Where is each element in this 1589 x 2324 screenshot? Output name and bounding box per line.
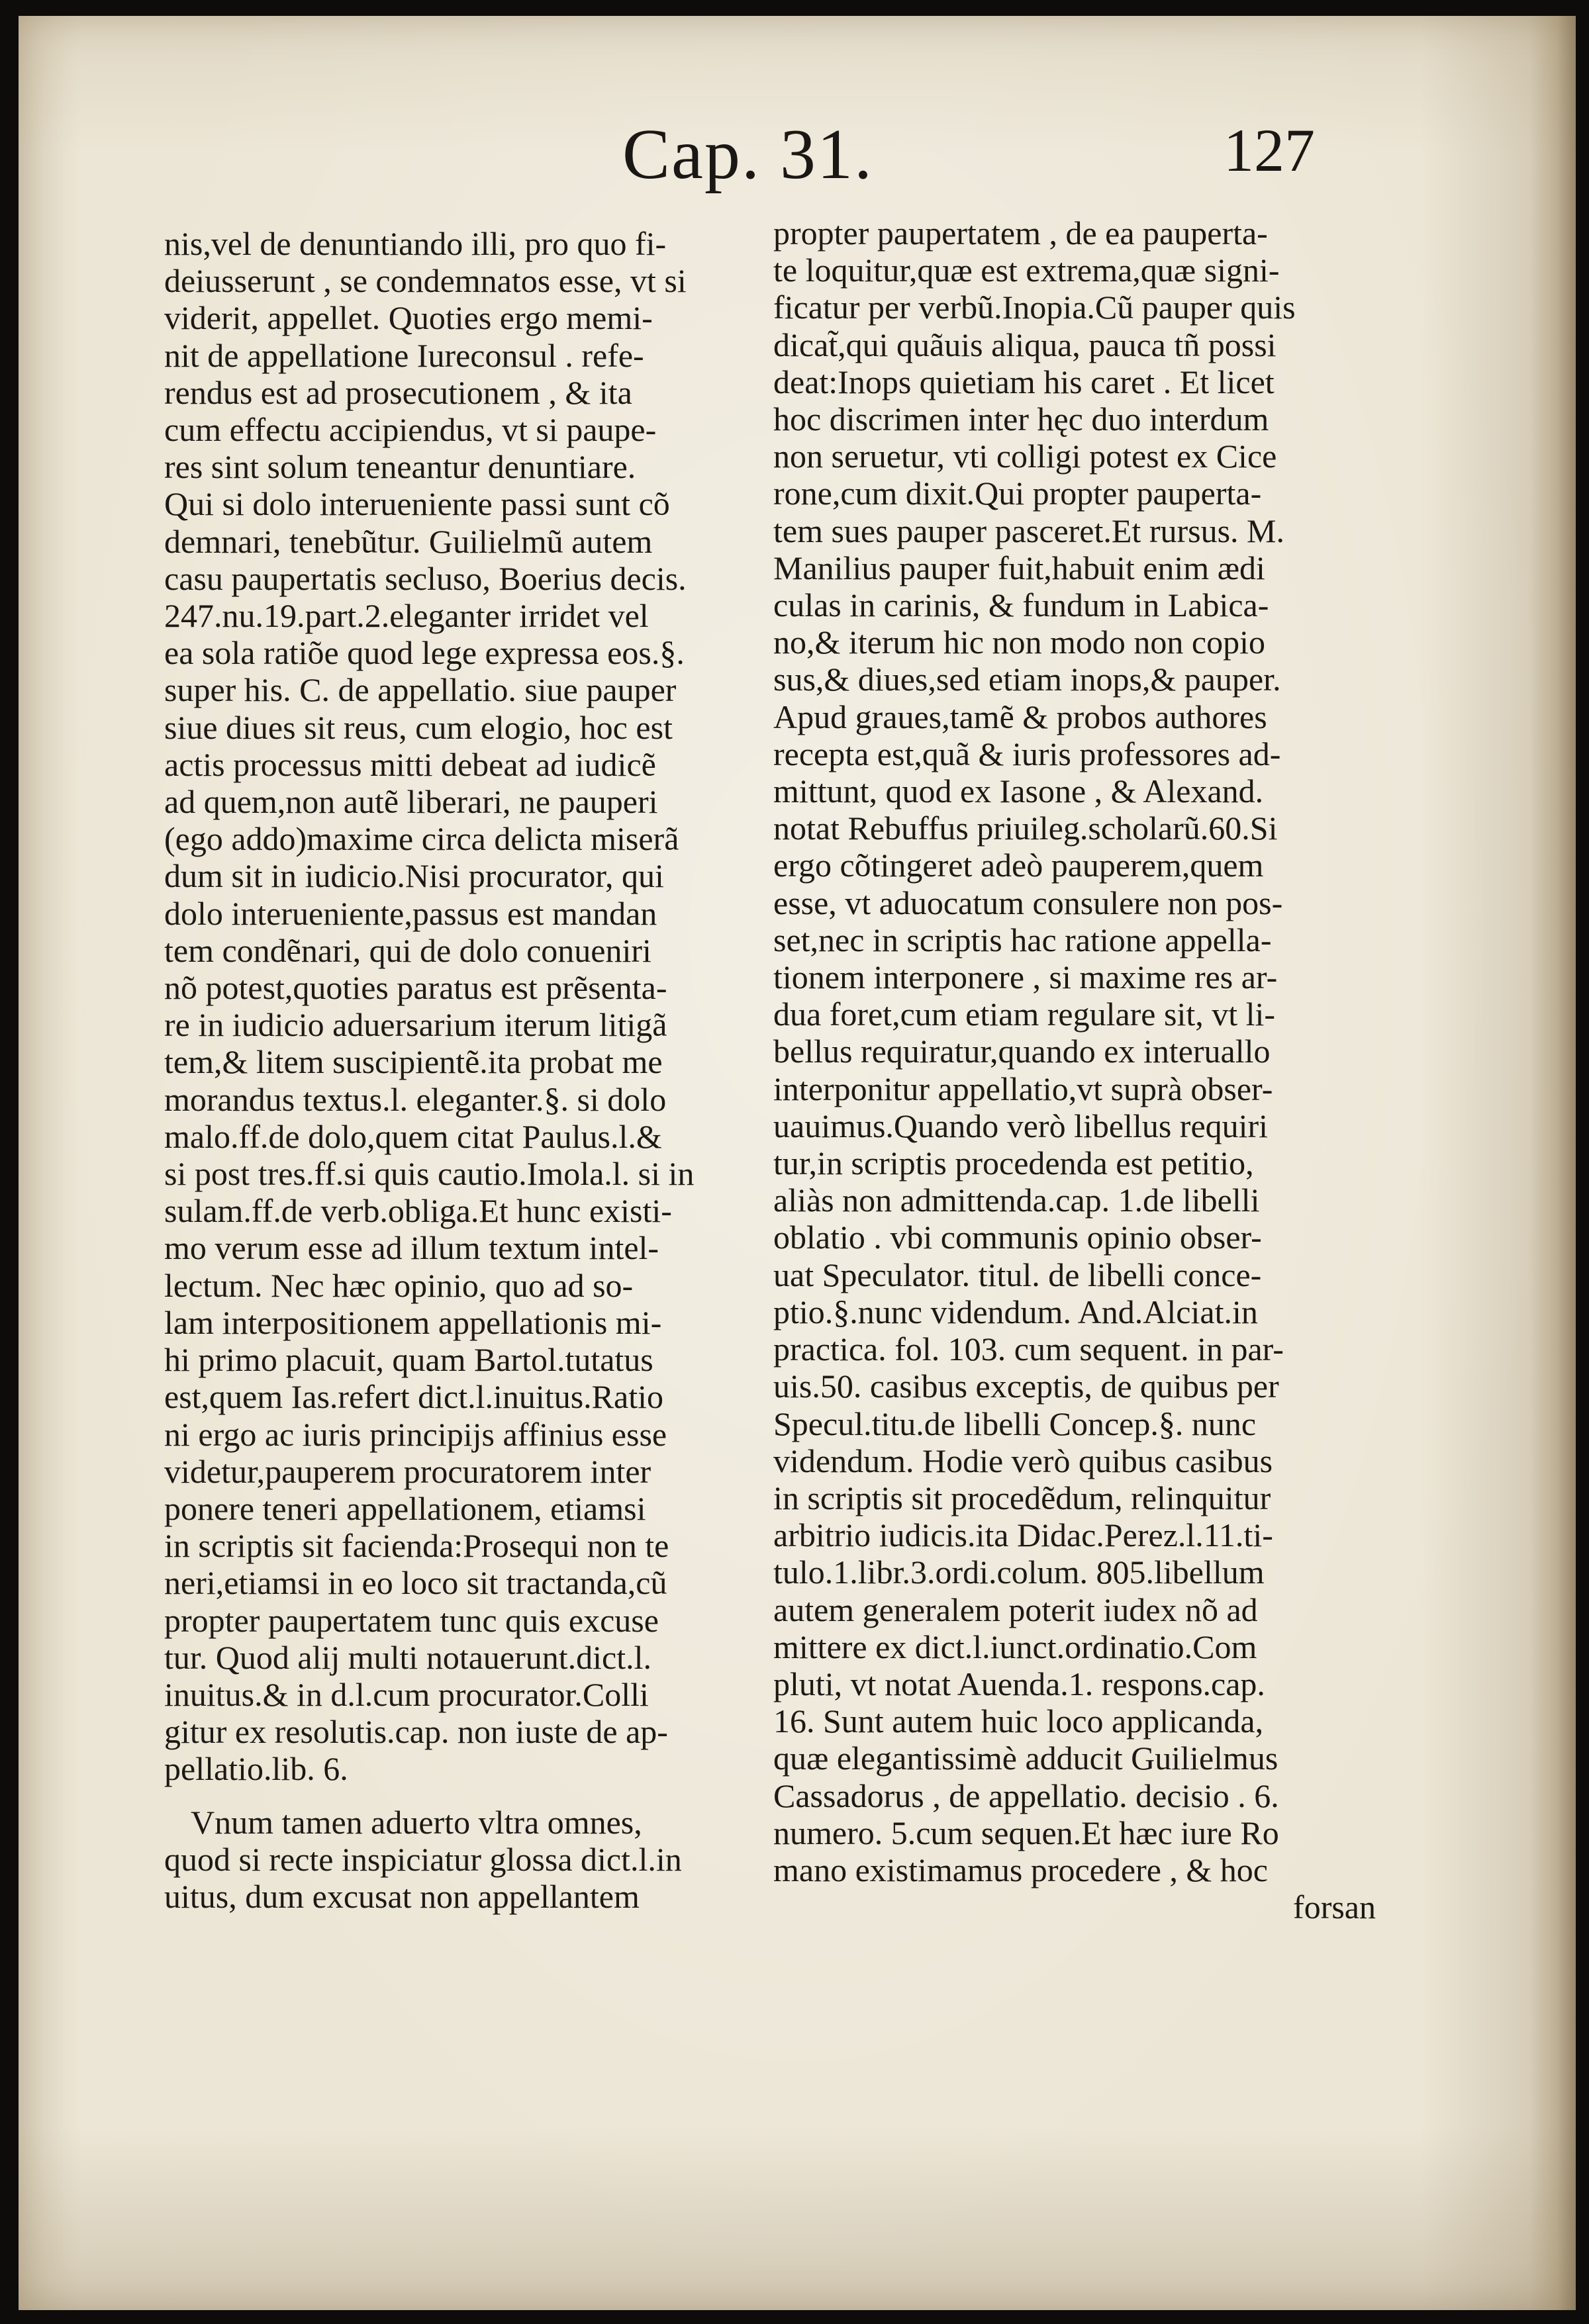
text-line: tur. Quod alij multi notauerunt.dict.l. xyxy=(164,1638,652,1676)
text-line: (ego addo)maxime circa delicta miserã xyxy=(164,820,679,858)
text-line: tem sues pauper pasceret.Et rursus. M. xyxy=(773,512,1284,549)
text-line: nit de appellatione Iureconsul . refe- xyxy=(164,336,644,374)
text-line: pellatio.lib. 6. xyxy=(164,1750,348,1788)
text-line: demnari, tenebũtur. Guilielmũ autem xyxy=(164,522,653,560)
text-line: te loquitur,quæ est extrema,quæ signi- xyxy=(773,252,1280,289)
text-line: mittunt, quod ex Iasone , & Alexand. xyxy=(773,772,1264,810)
text-line: ficatur per verbũ.Inopia.Cũ pauper quis xyxy=(773,289,1296,326)
catchword: forsan xyxy=(1293,1888,1376,1926)
text-line: rendus est ad prosecutionem , & ita xyxy=(164,373,632,411)
text-line: 247.nu.19.part.2.eleganter irridet vel xyxy=(164,597,649,635)
text-line: oblatio . vbi communis opinio obser- xyxy=(773,1219,1262,1256)
text-line: Vnum tamen aduerto vltra omnes, xyxy=(191,1803,642,1841)
text-line: notat Rebuffus priuileg.scholarũ.60.Si xyxy=(773,810,1278,847)
text-line: est,quem Ias.refert dict.l.inuitus.Ratio xyxy=(164,1378,663,1416)
text-line: set,nec in scriptis hac ratione appella- xyxy=(773,921,1272,958)
text-line: quod si recte inspiciatur glossa dict.l.in xyxy=(164,1840,682,1878)
text-line: esse, vt aduocatum consulere non pos- xyxy=(773,884,1283,921)
text-line: ea sola ratiõe quod lege expressa eos.§. xyxy=(164,634,685,672)
paragraph-gap xyxy=(164,1788,760,1804)
text-line: mano existimamus procedere , & hoc xyxy=(773,1851,1268,1888)
text-line: super his. C. de appellatio. siue pauper xyxy=(164,671,677,709)
text-line: dicat̃,qui quãuis aliqua, pauca tñ possi xyxy=(773,326,1276,363)
text-line: casu paupertatis secluso, Boerius decis. xyxy=(164,559,687,597)
text-line: propter paupertatem tunc quis excuse xyxy=(164,1601,659,1639)
text-line: hoc discrimen inter hęc duo interdum xyxy=(773,400,1269,438)
text-line: autem generalem poterit iudex nõ ad xyxy=(773,1591,1258,1628)
text-line: ni ergo ac iuris principijs affinius esse xyxy=(164,1415,667,1453)
text-line: siue diues sit reus, cum elogio, hoc est xyxy=(164,708,673,746)
text-line: lam interpositionem appellationis mi- xyxy=(164,1303,662,1341)
text-line: practica. fol. 103. cum sequent. in par- xyxy=(773,1330,1284,1368)
text-line: videndum. Hodie verò quibus casibus xyxy=(773,1442,1273,1479)
text-line: culas in carinis, & fundum in Labica- xyxy=(773,586,1269,624)
text-line: quæ elegantissimè adducit Guilielmus xyxy=(773,1740,1278,1777)
text-line: dua foret,cum etiam regulare sit, vt li- xyxy=(773,996,1276,1033)
text-line: re in iudicio aduersarium iterum litigã xyxy=(164,1006,667,1044)
text-line: hi primo placuit, quam Bartol.tutatus xyxy=(164,1341,653,1379)
text-line: numero. 5.cum sequen.Et hæc iure Ro xyxy=(773,1814,1279,1851)
text-line: mo verum esse ad illum textum intel- xyxy=(164,1229,659,1267)
text-line: lectum. Nec hæc opinio, quo ad so- xyxy=(164,1266,634,1304)
text-line: tem,& litem suscipientẽ.ita probat me xyxy=(164,1043,663,1081)
text-line: Apud graues,tamẽ & probos authores xyxy=(773,698,1267,735)
text-line: dum sit in iudicio.Nisi procurator, qui xyxy=(164,857,664,895)
text-line: deat:Inops quietiam his caret . Et licet xyxy=(773,363,1275,400)
text-line: tulo.1.libr.3.ordi.colum. 805.libellum xyxy=(773,1554,1265,1591)
text-line: Manilius pauper fuit,habuit enim ædi xyxy=(773,549,1265,586)
text-line: aliàs non admittenda.cap. 1.de libelli xyxy=(773,1182,1260,1219)
text-line: ponere teneri appellationem, etiamsi xyxy=(164,1489,646,1527)
text-line: in scriptis sit facienda:Prosequi non te xyxy=(164,1527,669,1565)
text-line: ad quem,non autẽ liberari, ne pauperi xyxy=(164,783,658,821)
text-line: tur,in scriptis procedenda est petitio, xyxy=(773,1144,1254,1182)
text-line: 16. Sunt autem huic loco applicanda, xyxy=(773,1702,1264,1740)
text-line: videtur,pauperem procuratorem inter xyxy=(164,1452,651,1490)
text-line: propter paupertatem , de ea pauperta- xyxy=(773,214,1268,252)
text-line: Cassadorus , de appellatio. decisio . 6. xyxy=(773,1777,1279,1814)
text-line: non seruetur, vti colligi potest ex Cice xyxy=(773,438,1277,475)
text-line: nis,vel de denuntiando illi, pro quo fi- xyxy=(164,225,667,262)
text-line: interponitur appellatio,vt suprà obser- xyxy=(773,1070,1273,1107)
text-line: recepta est,quã & iuris professores ad- xyxy=(773,735,1281,772)
text-line: res sint solum teneantur denuntiare. xyxy=(164,448,636,486)
text-line: bellus requiratur,quando ex interuallo xyxy=(773,1033,1271,1070)
text-line: Specul.titu.de libelli Concep.§. nunc xyxy=(773,1405,1257,1442)
page-edge-shadow xyxy=(1529,16,1576,2310)
text-line: sus,& diues,sed etiam inops,& pauper. xyxy=(773,661,1281,698)
text-line: cum effectu accipiendus, vt si paupe- xyxy=(164,411,657,449)
text-line: uauimus.Quando verò libellus requiri xyxy=(773,1107,1269,1144)
right-column xyxy=(773,214,1376,1926)
text-line: sulam.ff.de verb.obliga.Et hunc existi- xyxy=(164,1192,672,1230)
text-line: no,& iterum hic non modo non copio xyxy=(773,624,1265,661)
text-line: pluti, vt notat Auenda.1. respons.cap. xyxy=(773,1665,1265,1702)
running-head: Cap. 31. xyxy=(622,115,873,194)
text-line: dolo interueniente,passus est mandan xyxy=(164,894,657,932)
text-line: arbitrio iudicis.ita Didac.Perez.l.11.ti- xyxy=(773,1516,1273,1554)
text-line: mittere ex dict.l.iunct.ordinatio.Com xyxy=(773,1628,1257,1665)
text-line: in scriptis sit procedẽdum, relinquitur xyxy=(773,1479,1271,1516)
text-line: deiusserunt , se condemnatos esse, vt si xyxy=(164,262,687,300)
text-line: morandus textus.l. eleganter.§. si dolo xyxy=(164,1080,667,1118)
text-line: ptio.§.nunc videndum. And.Alciat.in xyxy=(773,1293,1258,1330)
text-line: uis.50. casibus exceptis, de quibus per xyxy=(773,1368,1279,1405)
book-page xyxy=(19,16,1576,2310)
text-line: viderit, appellet. Quoties ergo memi- xyxy=(164,299,653,337)
text-line: si post tres.ff.si quis cautio.Imola.l. si in xyxy=(164,1155,695,1193)
text-line: nõ potest,quoties paratus est prẽsenta- xyxy=(164,969,667,1007)
text-line: tionem interponere , si maxime res ar- xyxy=(773,958,1278,996)
text-line: uitus, dum excusat non appellantem xyxy=(164,1877,640,1915)
page-number: 127 xyxy=(1224,116,1315,184)
text-line: gitur ex resolutis.cap. non iuste de ap- xyxy=(164,1713,668,1751)
text-line: Qui si dolo interueniente passi sunt cõ xyxy=(164,485,670,523)
text-line: ergo cõtingeret adeò pauperem,quem xyxy=(773,847,1264,884)
text-line: inuitus.& in d.l.cum procurator.Colli xyxy=(164,1675,649,1713)
text-line: rone,cum dixit.Qui propter pauperta- xyxy=(773,475,1262,512)
text-line: actis processus mitti debeat ad iudicẽ xyxy=(164,745,656,783)
left-column xyxy=(164,225,760,1915)
text-line: uat Speculator. titul. de libelli conce- xyxy=(773,1256,1262,1293)
text-line: malo.ff.de dolo,quem citat Paulus.l.& xyxy=(164,1117,662,1155)
text-line: neri,etiamsi in eo loco sit tractanda,cũ xyxy=(164,1564,667,1602)
text-line: tem condẽnari, qui de dolo conueniri xyxy=(164,931,651,969)
